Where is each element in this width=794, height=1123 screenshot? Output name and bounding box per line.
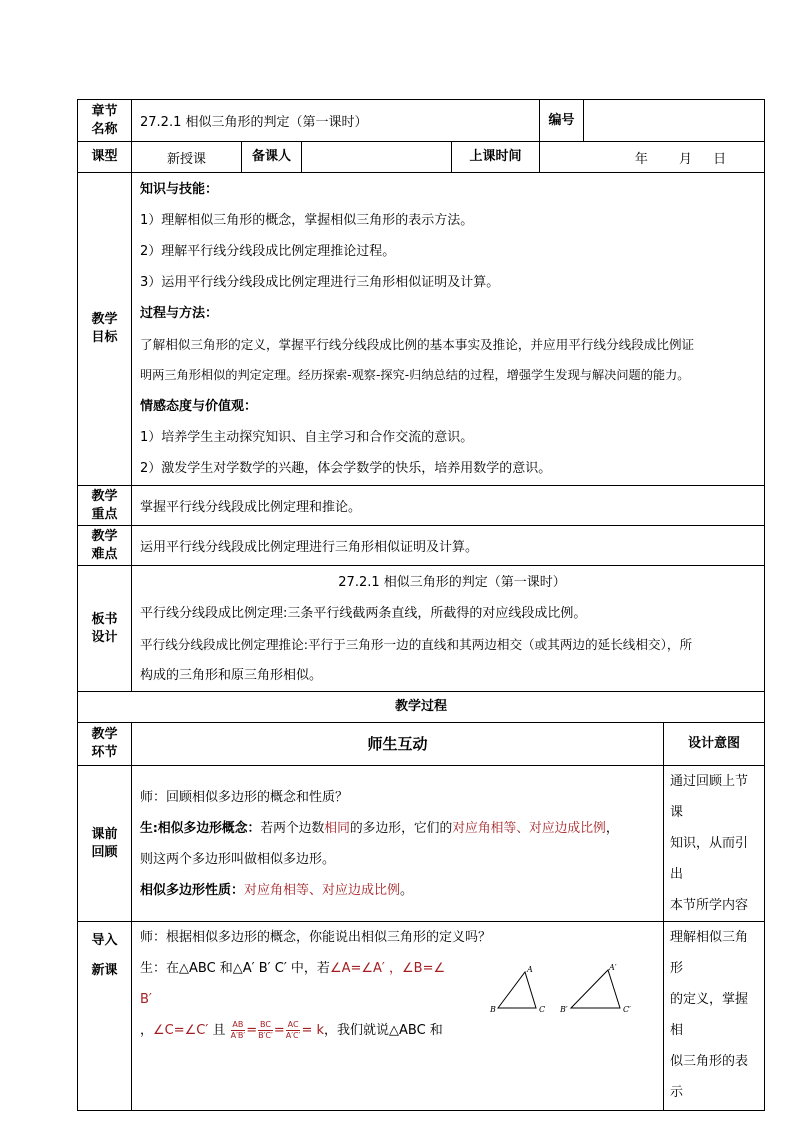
objectives-content bbox=[132, 173, 765, 486]
stage-column-header: 教学 环节 bbox=[78, 723, 132, 766]
review-content bbox=[132, 766, 664, 922]
board-line-2: 平行线分线段成比例定理推论:平行于三角形一边的直线和其两边相交（或其两边的延长线相交），所 bbox=[140, 636, 693, 652]
preparer-value[interactable] bbox=[302, 142, 452, 173]
knowledge-item-3: 3）运用平行线分线段成比例定理进行三角形相似证明及计算。 bbox=[140, 275, 500, 290]
intro-line-3: B′ bbox=[140, 992, 152, 1007]
attitude-item-2: 2）激发学生对学数学的兴趣，体会学数学的快乐，培养用数学的意识。 bbox=[140, 461, 552, 476]
review-line-3: 则这两个多边形叫做相似多边形。 bbox=[140, 851, 336, 867]
intro-line-2: 生：在△ABC 和△A′ B′ C′ 中，若∠A=∠A′ ，∠B=∠ bbox=[140, 961, 446, 976]
review-line-4: 相似多边形性质：对应角相等、对应边成比例。 bbox=[140, 882, 414, 898]
board-line-3: 构成的三角形和原三角形相似。 bbox=[140, 667, 323, 683]
board-content bbox=[132, 566, 765, 692]
date-year: 年 bbox=[634, 151, 648, 167]
triangle-abc-prime bbox=[571, 970, 620, 1008]
vertex-b: B bbox=[490, 1005, 496, 1014]
vertex-b-prime: B′ bbox=[560, 1005, 568, 1014]
fraction-ab: $\frac{AB}{A'B'}$ bbox=[230, 1020, 246, 1040]
key-point-text: 掌握平行线分线段成比例定理和推论。 bbox=[132, 486, 765, 526]
design-column-header: 设计意图 bbox=[664, 723, 765, 766]
knowledge-title: 知识与技能： bbox=[140, 182, 219, 197]
number-value[interactable] bbox=[584, 100, 765, 142]
difficulty-text: 运用平行线分线段成比例定理进行三角形相似证明及计算。 bbox=[132, 526, 765, 566]
intro-design: 理解相似三角形 的定义，掌握相 似三角形的表示 bbox=[664, 922, 765, 1111]
chapter-value: 27.2.1 相似三角形的判定（第一课时） bbox=[132, 100, 540, 142]
number-label: 编号 bbox=[540, 100, 584, 142]
process-title: 过程与方法： bbox=[140, 306, 219, 321]
board-title: 27.2.1 相似三角形的判定（第一课时） bbox=[338, 574, 566, 590]
date-month: 月 bbox=[679, 151, 693, 167]
vertex-a-prime: A′ bbox=[609, 963, 617, 972]
preparer-label: 备课人 bbox=[242, 142, 302, 173]
difficulty-label: 教学 难点 bbox=[78, 526, 132, 566]
interaction-column-header: 师生互动 bbox=[132, 723, 664, 766]
similar-triangles-figure bbox=[488, 962, 653, 1022]
lesson-plan-table bbox=[77, 99, 765, 1111]
intro-label: 导入 新课 bbox=[78, 922, 132, 1111]
knowledge-item-2: 2）理解平行线分线段成比例定理推论过程。 bbox=[140, 244, 396, 259]
fraction-bc: $\frac{BC}{B'C'}$ bbox=[258, 1020, 273, 1040]
objectives-label: 教学 目标 bbox=[78, 173, 132, 486]
type-label: 课型 bbox=[78, 142, 132, 173]
process-line-1: 了解相似三角形的定义，掌握平行线分线段成比例的基本事实及推论，并应用平行线分线段成比例证 bbox=[140, 337, 695, 352]
vertex-c: C bbox=[539, 1005, 546, 1014]
vertex-a: A bbox=[527, 965, 533, 974]
review-design: 通过回顾上节课 知识，从而引出 本节所学内容 bbox=[664, 766, 765, 922]
review-line-2: 生:相似多边形概念：若两个边数相同的多边形，它们的对应角相等、对应边成比例， bbox=[140, 820, 619, 836]
type-value: 新授课 bbox=[132, 142, 242, 173]
attitude-title: 情感态度与价值观： bbox=[140, 399, 258, 414]
date-day: 日 bbox=[713, 151, 727, 167]
review-label: 课前 回顾 bbox=[78, 766, 132, 922]
triangle-abc bbox=[498, 972, 536, 1008]
intro-line-1: 师：根据相似多边形的概念，你能说出相似三角形的定义吗？ bbox=[140, 930, 492, 945]
key-point-label: 教学 重点 bbox=[78, 486, 132, 526]
board-label: 板书 设计 bbox=[78, 566, 132, 692]
process-header: 教学过程 bbox=[78, 692, 765, 723]
vertex-c-prime: C′ bbox=[623, 1005, 631, 1014]
attitude-item-1: 1）培养学生主动探究知识、自主学习和合作交流的意识。 bbox=[140, 430, 474, 445]
knowledge-item-1: 1）理解相似三角形的概念，掌握相似三角形的表示方法。 bbox=[140, 213, 474, 228]
fraction-ac: $\frac{AC}{A'C'}$ bbox=[285, 1020, 301, 1040]
time-label: 上课时间 bbox=[452, 142, 540, 173]
board-line-1: 平行线分线段成比例定理:三条平行线截两条直线，所截得的对应线段成比例。 bbox=[140, 605, 587, 621]
intro-content bbox=[132, 922, 664, 1111]
review-line-1: 师：回顾相似多边形的概念和性质？ bbox=[140, 789, 349, 805]
date-value[interactable] bbox=[540, 142, 765, 173]
process-line-2: 明两三角形相似的判定定理。经历探索-观察-探究-归纳总结的过程，增强学生发现与解决问题的能力。 bbox=[140, 368, 690, 382]
chapter-label: 章节 名称 bbox=[78, 100, 132, 142]
intro-line-4: ，∠C=∠C′ 且 $\frac{AB}{A'B'}$ = $\frac{BC}{B'C'}$ = $\frac{AC}{A'C'}$ = k，我们就说△ABC 和 bbox=[140, 1020, 443, 1040]
